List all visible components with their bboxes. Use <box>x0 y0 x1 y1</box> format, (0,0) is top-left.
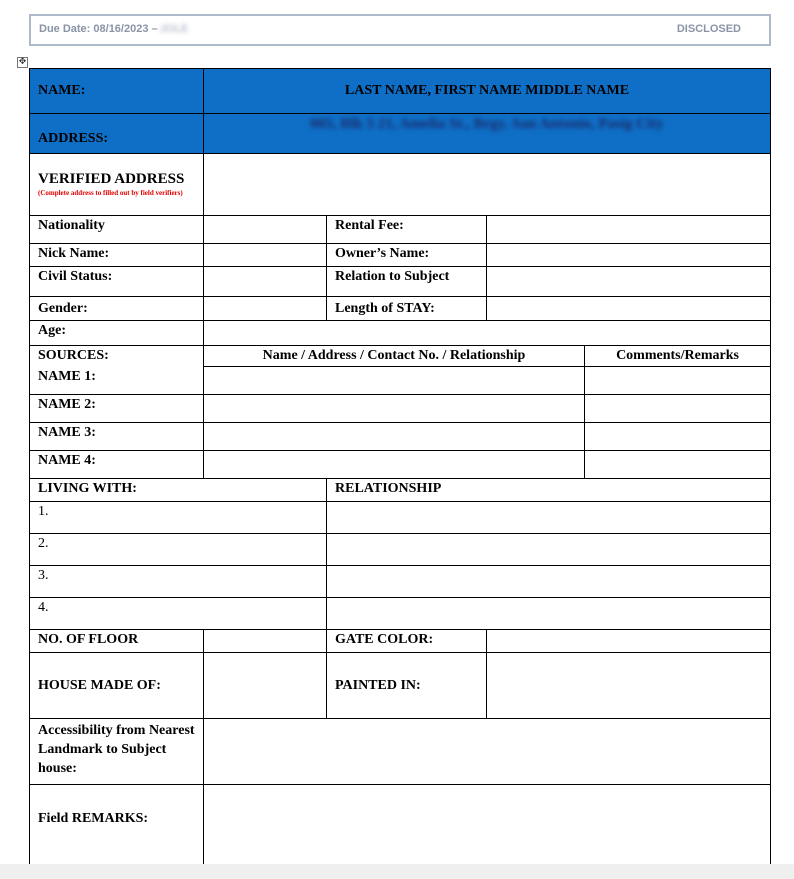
relationship-input[interactable] <box>327 502 771 534</box>
living-with-input[interactable]: 4. <box>30 598 327 630</box>
living-with-header-row <box>30 479 771 502</box>
accessibility-input[interactable] <box>204 719 771 785</box>
source-details-input[interactable] <box>204 423 585 451</box>
relation-to-subject-label: Relation to Subject <box>327 267 487 297</box>
gender-row <box>30 297 771 321</box>
living-with-row <box>30 566 771 598</box>
source-name-label: NAME 4: <box>30 451 204 479</box>
nick-name-input[interactable] <box>204 244 327 267</box>
living-with-input[interactable]: 3. <box>30 566 327 598</box>
house-made-of-input[interactable] <box>204 653 327 719</box>
source-name-label: NAME 3: <box>30 423 204 451</box>
age-label: Age: <box>30 321 204 346</box>
source-details-input[interactable] <box>204 395 585 423</box>
address-row <box>30 114 771 154</box>
rental-fee-label: Rental Fee: <box>327 216 487 244</box>
sources-column-header: Name / Address / Contact No. / Relationship <box>204 346 585 367</box>
sources-label: SOURCES: <box>30 346 204 367</box>
name-label: NAME: <box>30 69 204 114</box>
address-value: 005, Blk 5 21, Amelia St., Brgy. San Antonio, Pasig City <box>310 116 664 132</box>
gender-input[interactable] <box>204 297 327 321</box>
relationship-input[interactable] <box>327 534 771 566</box>
source-comments-input[interactable] <box>585 451 771 479</box>
gender-label: Gender: <box>30 297 204 321</box>
relationship-input[interactable] <box>327 566 771 598</box>
verified-address-row <box>30 154 771 216</box>
nationality-input[interactable] <box>204 216 327 244</box>
nick-name-label: Nick Name: <box>30 244 204 267</box>
house-made-of-label: HOUSE MADE OF: <box>30 653 204 719</box>
living-with-row <box>30 534 771 566</box>
name-value[interactable]: LAST NAME, FIRST NAME MIDDLE NAME <box>204 69 771 114</box>
source-name-label: NAME 1: <box>30 367 204 395</box>
verified-address-label-cell <box>30 154 204 216</box>
civil-status-label: Civil Status: <box>30 267 204 297</box>
source-comments-input[interactable] <box>585 367 771 395</box>
source-row <box>30 423 771 451</box>
nationality-row <box>30 216 771 244</box>
status-bar <box>0 864 794 879</box>
sources-header-row <box>30 346 771 367</box>
due-date: Due Date: 08/16/2023 – JOLE <box>39 23 189 35</box>
source-details-input[interactable] <box>204 451 585 479</box>
source-row <box>30 367 771 395</box>
field-remarks-row <box>30 785 771 865</box>
source-comments-input[interactable] <box>585 423 771 451</box>
living-with-row <box>30 598 771 630</box>
age-input[interactable] <box>204 321 771 346</box>
owners-name-label: Owner’s Name: <box>327 244 487 267</box>
owners-name-input[interactable] <box>487 244 771 267</box>
no-of-floor-label: NO. OF FLOOR <box>30 630 204 653</box>
relationship-label: RELATIONSHIP <box>327 479 771 502</box>
relation-to-subject-input[interactable] <box>487 267 771 297</box>
source-row <box>30 451 771 479</box>
verified-address-note: (Complete address to filled out by field verifiers) <box>38 189 183 197</box>
due-redacted: JOLE <box>159 23 189 35</box>
field-remarks-input[interactable] <box>204 785 771 865</box>
living-with-input[interactable]: 2. <box>30 534 327 566</box>
house-made-row <box>30 653 771 719</box>
table-move-handle-icon[interactable]: ✥ <box>18 57 27 67</box>
gate-color-input[interactable] <box>487 630 771 653</box>
gate-color-label: GATE COLOR: <box>327 630 487 653</box>
verified-address-input[interactable] <box>204 154 771 216</box>
source-row <box>30 395 771 423</box>
field-remarks-label: Field REMARKS: <box>30 785 204 865</box>
age-row <box>30 321 771 346</box>
living-with-row <box>30 502 771 534</box>
length-of-stay-label: Length of STAY: <box>327 297 487 321</box>
nationality-label: Nationality <box>30 216 204 244</box>
no-of-floor-input[interactable] <box>204 630 327 653</box>
living-with-label: LIVING WITH: <box>30 479 327 502</box>
accessibility-label: Accessibility from Nearest Landmark to Subject house: <box>30 719 204 785</box>
painted-in-label: PAINTED IN: <box>327 653 487 719</box>
painted-in-input[interactable] <box>487 653 771 719</box>
civil-status-input[interactable] <box>204 267 327 297</box>
relationship-input[interactable] <box>327 598 771 630</box>
verification-form-table <box>29 68 771 865</box>
floor-row <box>30 630 771 653</box>
length-of-stay-input[interactable] <box>487 297 771 321</box>
name-row <box>30 69 771 114</box>
comments-column-header: Comments/Remarks <box>585 346 771 367</box>
verified-address-label: VERIFIED ADDRESS <box>38 171 185 187</box>
address-label: ADDRESS: <box>30 114 204 154</box>
source-name-label: NAME 2: <box>30 395 204 423</box>
living-with-input[interactable]: 1. <box>30 502 327 534</box>
rental-fee-input[interactable] <box>487 216 771 244</box>
source-details-input[interactable] <box>204 367 585 395</box>
nickname-row <box>30 244 771 267</box>
document-header <box>29 14 771 46</box>
address-value-cell[interactable] <box>204 114 771 154</box>
civil-status-row <box>30 267 771 297</box>
source-comments-input[interactable] <box>585 395 771 423</box>
disclosed-label: DISCLOSED <box>676 23 741 35</box>
accessibility-row <box>30 719 771 785</box>
